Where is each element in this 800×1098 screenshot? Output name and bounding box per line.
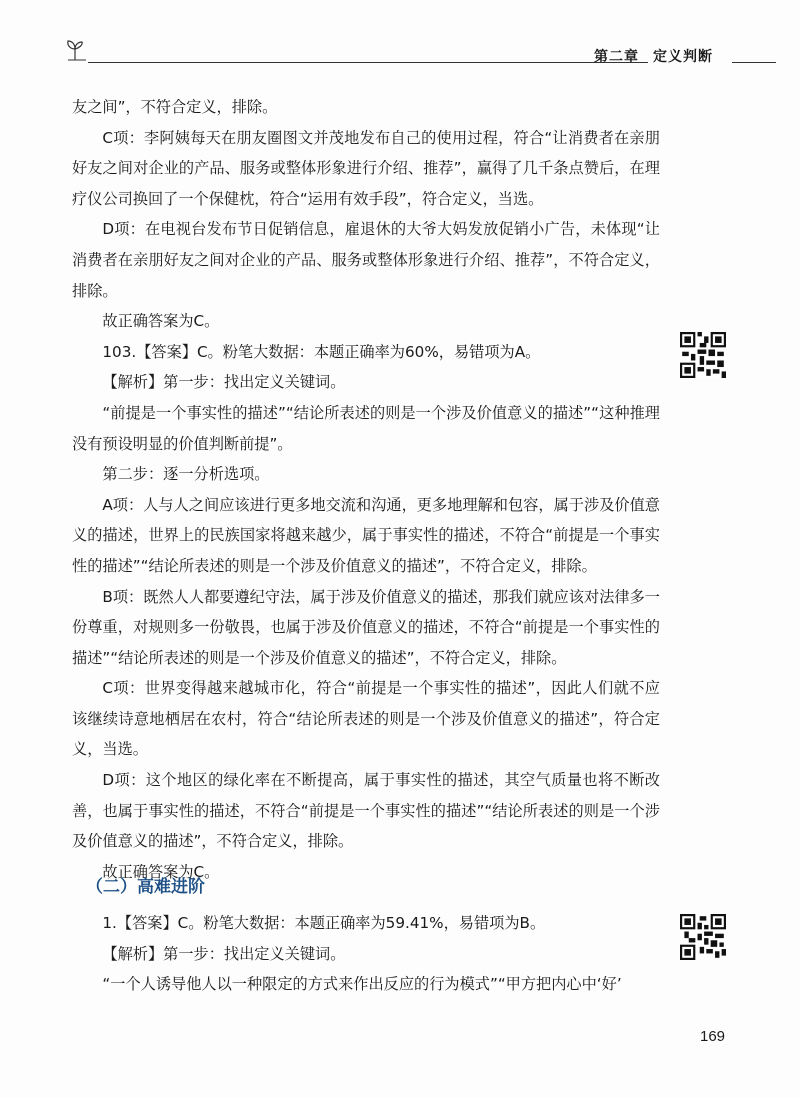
chapter-number: 第二章: [594, 49, 639, 65]
chapter-section: 定义判断: [653, 49, 713, 65]
paragraph: 故正确答案为C。: [102, 312, 220, 331]
sprout-icon: [64, 38, 86, 62]
answer-text-advanced: [72, 908, 660, 1000]
paragraph: A项：人与人之间应该进行更多地交流和沟通，更多地理解和包容，属于涉及价值意义的描述，世界上的民族国家将越来越少，属于事实性的描述，不符合“前提是一个事实性的描述”“结论所表述的则是一个涉及价值意义的描述”，不符合定义，排除。: [72, 495, 660, 575]
paragraph: 故正确答案为C。: [102, 862, 220, 881]
page-number: 169: [700, 1028, 726, 1045]
header-rule-right: [732, 62, 776, 63]
chapter-title: [594, 46, 713, 66]
paragraph: C项：李阿姨每天在朋友圈图文并茂地发布自己的使用过程，符合“让消费者在亲朋好友之间对企业的产品、服务或整体形象进行介绍、推荐”，赢得了几千条点赞后，在理疗仪公司换回了一个保健枕，符合“运用有效手段”，符合定义，当选。: [72, 128, 660, 208]
paragraph: D项：这个地区的绿化率在不断提高，属于事实性的描述，其空气质量也将不断改善，也属于事实性的描述，不符合“前提是一个事实性的描述”“结论所表述的则是一个涉及价值意义的描述”，不符合定义，排除。: [72, 771, 660, 851]
answer-line: 1.【答案】C。粉笔大数据：本题正确率为59.41%，易错项为B。: [102, 914, 546, 932]
paragraph: “一个人诱导他人以一种限定的方式来作出反应的行为模式”“甲方把内心中‘好’: [102, 975, 622, 994]
page-header: [64, 36, 776, 70]
section-title: （二）高难进阶: [86, 877, 205, 897]
paragraph: C项：世界变得越来越城市化，符合“前提是一个事实性的描述”，因此人们就不应该继续诗意地栖居在农村，符合“结论所表述的则是一个涉及价值意义的描述”，符合定义，当选。: [72, 679, 660, 759]
analysis-line: 【解析】第一步：找出定义关键词。: [102, 944, 346, 963]
qr-code-icon[interactable]: [680, 332, 726, 378]
answer-line: 103.【答案】C。粉笔大数据：本题正确率为60%，易错项为A。: [102, 342, 541, 361]
paragraph: D项：在电视台发布节日促销信息，雇退休的大爷大妈发放促销小广告，未体现“让消费者在亲朋好友之间对企业的产品、服务或整体形象进行介绍、推荐”，不符合定义，排除。: [72, 220, 660, 300]
answer-text: [72, 92, 660, 887]
paragraph: 友之间”，不符合定义，排除。: [72, 98, 278, 116]
paragraph: 第二步：逐一分析选项。: [102, 465, 270, 484]
analysis-line: 【解析】第一步：找出定义关键词。: [102, 373, 346, 392]
header-rule: [88, 62, 648, 63]
paragraph: “前提是一个事实性的描述”“结论所表述的则是一个涉及价值意义的描述”“这种推理没有预设明显的价值判断前提”。: [72, 403, 660, 453]
qr-code-icon[interactable]: [680, 914, 726, 960]
paragraph: B项：既然人人都要遵纪守法，属于涉及价值意义的描述，那我们就应该对法律多一份尊重，对规则多一份敬畏，也属于涉及价值意义的描述，不符合“前提是一个事实性的描述”“结论所表述的则是一个涉及价值意义的描述”，不符合定义，排除。: [72, 587, 660, 667]
